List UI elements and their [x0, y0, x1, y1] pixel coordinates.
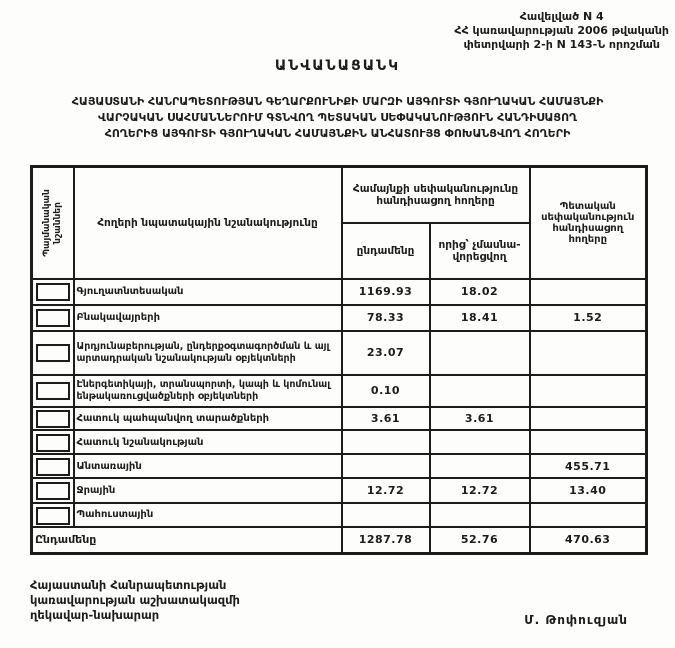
community-total-cell: [342, 430, 430, 454]
symbols-column-header-text: Պայմանական նշաններ: [41, 189, 63, 257]
table-row: [32, 407, 647, 431]
land-table: [30, 165, 648, 555]
land-category-label: Բնակավայրերի: [74, 305, 342, 331]
signatory-line-3: ղեկավար-նախարար: [30, 608, 160, 622]
state-cell: [530, 331, 647, 375]
land-category-label: Արդյունաբերության, ընդերքօգտագործման և այլ արտադրական նշանակության օբյեկտների: [74, 331, 342, 375]
legend-cell: [32, 454, 74, 478]
non-privatized-cell: 12.72: [430, 478, 530, 503]
table-row: [32, 279, 647, 305]
legend-cell: [32, 279, 74, 305]
appendix-line-1: Հավելված N 4: [519, 10, 604, 23]
appendix-line-3: փետրվարի 2-ի N 143-Ն որոշման: [463, 38, 660, 51]
document-subtitle: [0, 94, 675, 142]
land-category-label: Գյուղատնտեսական: [74, 279, 342, 305]
appendix-reference: [454, 10, 669, 52]
land-category-label: Անտառային: [74, 454, 342, 478]
table-row: [32, 454, 647, 478]
community-total-cell: [342, 454, 430, 478]
appendix-line-2: ՀՀ կառավարության 2006 թվականի: [454, 24, 669, 37]
state-cell: 1.52: [530, 305, 647, 331]
community-total-cell: 78.33: [342, 305, 430, 331]
state-cell: [530, 407, 647, 431]
legend-box-icon: [36, 309, 70, 327]
state-cell: [530, 375, 647, 407]
state-cell: [530, 430, 647, 454]
land-category-label: Էներգետիկայի, տրանսպորտի, կապի և կոմունալ ենթակառուցվածքների օբյեկտների: [74, 375, 342, 407]
state-cell: [530, 503, 647, 527]
subtitle-line-3: ՀՈՂԵՐԻՑ ԱՅԳՈՒՏԻ ԳՅՈՒՂԱԿԱՆ ՀԱՄԱՅՆՔԻՆ ԱՆՀԱՏՈՒՅՑ ՓՈԽԱՆՑՎՈՂ ՀՈՂԵՐԻ: [104, 127, 571, 140]
non-privatized-cell: [430, 430, 530, 454]
table-footer: [32, 527, 647, 554]
community-total-cell: 23.07: [342, 331, 430, 375]
header-row-top: [32, 167, 647, 223]
total-row: [32, 527, 647, 554]
table-row: [32, 331, 647, 375]
community-group-header: Համայնքի սեփականությունը հանդիսացող հողերը: [342, 167, 530, 223]
community-total-cell: 12.72: [342, 478, 430, 503]
symbols-column-header: [32, 167, 74, 279]
total-row-label: Ընդամենը: [32, 527, 342, 554]
community-total-header: ընդամենը: [342, 223, 430, 279]
table-row: [32, 375, 647, 407]
community-total-cell: 0.10: [342, 375, 430, 407]
legend-cell: [32, 375, 74, 407]
table-row: [32, 503, 647, 527]
total-community-total-cell: 1287.78: [342, 527, 430, 554]
state-column-header: Պետական սեփականություն հանդիսացող հողերը: [530, 167, 647, 279]
non-privatized-cell: [430, 375, 530, 407]
land-category-label: Հատուկ պահպանվող տարածքների: [74, 407, 342, 431]
table-body: [32, 279, 647, 527]
legend-cell: [32, 503, 74, 527]
legend-box-icon: [36, 382, 70, 400]
legend-cell: [32, 407, 74, 431]
land-category-label: Պահուստային: [74, 503, 342, 527]
table-row: [32, 478, 647, 503]
non-privatized-header: որից՝ չմասնա-վորեցվող: [430, 223, 530, 279]
legend-box-icon: [36, 344, 70, 362]
legend-box-icon: [36, 507, 70, 525]
community-total-cell: 1169.93: [342, 279, 430, 305]
non-privatized-cell: [430, 331, 530, 375]
legend-box-icon: [36, 434, 70, 452]
legend-cell: [32, 331, 74, 375]
legend-cell: [32, 430, 74, 454]
community-total-cell: 3.61: [342, 407, 430, 431]
table-header: [32, 167, 647, 279]
total-non-privatized-cell: 52.76: [430, 527, 530, 554]
signatory-line-2: կառավարության աշխատակազմի: [30, 593, 240, 607]
signatory-line-1: Հայաստանի Հանրապետության: [30, 578, 227, 592]
state-cell: 13.40: [530, 478, 647, 503]
total-state-cell: 470.63: [530, 527, 647, 554]
subtitle-line-1: ՀԱՅԱՍՏԱՆԻ ՀԱՆՐԱՊԵՏՈՒԹՅԱՆ ԳԵՂԱՐՔՈՒՆԻՔԻ ՄԱՐԶԻ ԱՅԳՈՒՏԻ ԳՅՈՒՂԱԿԱՆ ՀԱՄԱՅՆՔԻ: [71, 95, 604, 108]
signatory-title-block: [30, 578, 240, 623]
page-title: ԱՆՎԱՆԱՑԱՆԿ: [274, 58, 401, 74]
community-total-cell: [342, 503, 430, 527]
subtitle-line-2: ՎԱՐՉԱԿԱՆ ՍԱՀՄԱՆՆԵՐՈՒՄ ԳՏՆՎՈՂ ՊԵՏԱԿԱՆ ՍԵՓԱԿԱՆՈՒԹՅՈՒՆ ՀԱՆԴԻՍԱՑՈՂ: [98, 111, 577, 124]
land-category-label: Ջրային: [74, 478, 342, 503]
signature-name: Մ. Թոփուզյան: [524, 613, 628, 627]
legend-box-icon: [36, 410, 70, 428]
land-category-label: Հատուկ նշանակության: [74, 430, 342, 454]
legend-cell: [32, 305, 74, 331]
purpose-column-header: Հողերի նպատակային նշանակությունը: [74, 167, 342, 279]
state-cell: [530, 279, 647, 305]
table-row: [32, 305, 647, 331]
legend-box-icon: [36, 458, 70, 476]
state-cell: 455.71: [530, 454, 647, 478]
non-privatized-cell: 18.41: [430, 305, 530, 331]
non-privatized-cell: [430, 454, 530, 478]
legend-box-icon: [36, 482, 70, 500]
table-row: [32, 430, 647, 454]
non-privatized-cell: 18.02: [430, 279, 530, 305]
legend-cell: [32, 478, 74, 503]
non-privatized-cell: [430, 503, 530, 527]
legend-box-icon: [36, 283, 70, 301]
non-privatized-cell: 3.61: [430, 407, 530, 431]
